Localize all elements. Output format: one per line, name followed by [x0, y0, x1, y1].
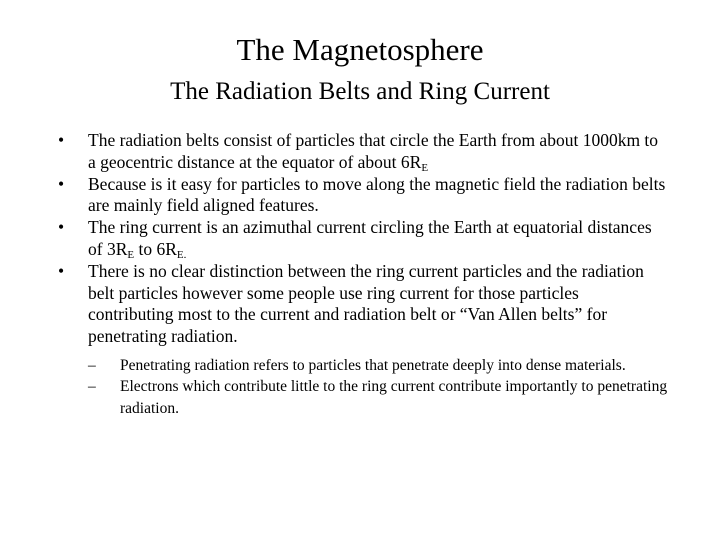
bullet-item [58, 217, 668, 261]
sub-bullet-item [88, 355, 668, 377]
sub-bullet-marker: – [88, 356, 96, 374]
bullet-text: The radiation belts consist of particles that circle the Earth from about 1000km to a geocentric distance at the equator of about 6R [88, 130, 659, 172]
bullet-item [58, 130, 668, 174]
bullet-marker: • [58, 130, 65, 150]
bullet-text: There is no clear distinction between the ring current particles and the radiation belt particles however some people use ring current for those particles contributing most to the current and radiation belt or “Van Allen belts” for penetrating radiation. [88, 260, 644, 347]
slide-title: The Magnetosphere [236, 32, 484, 67]
bullet-text: to 6R [134, 238, 177, 259]
bullet-item [58, 261, 668, 420]
sub-bullet-list [88, 355, 668, 420]
sub-bullet-text: Penetrating radiation refers to particles that penetrate deeply into dense materials. [120, 356, 626, 374]
bullet-text: The ring current is an azimuthal current circling the Earth at equatorial distances of 3R [88, 217, 652, 259]
bullet-marker: • [58, 260, 65, 281]
subscript: E. [176, 248, 187, 261]
bullet-marker: • [58, 173, 65, 194]
bullet-text: Because is it easy for particles to move along the magnetic field the radiation belts are mainly field aligned features. [88, 173, 666, 216]
bullet-item [58, 174, 668, 218]
subscript: E [421, 161, 429, 174]
subscript: E [127, 248, 135, 261]
sub-bullet-item [88, 376, 668, 419]
bullet-marker: • [58, 217, 65, 238]
sub-bullet-marker: – [88, 378, 96, 396]
sub-bullet-text: Electrons which contribute little to the ring current contribute importantly to penetrating radiation. [120, 378, 668, 417]
slide-subtitle: The Radiation Belts and Ring Current [170, 78, 550, 105]
bullet-list [58, 130, 668, 419]
